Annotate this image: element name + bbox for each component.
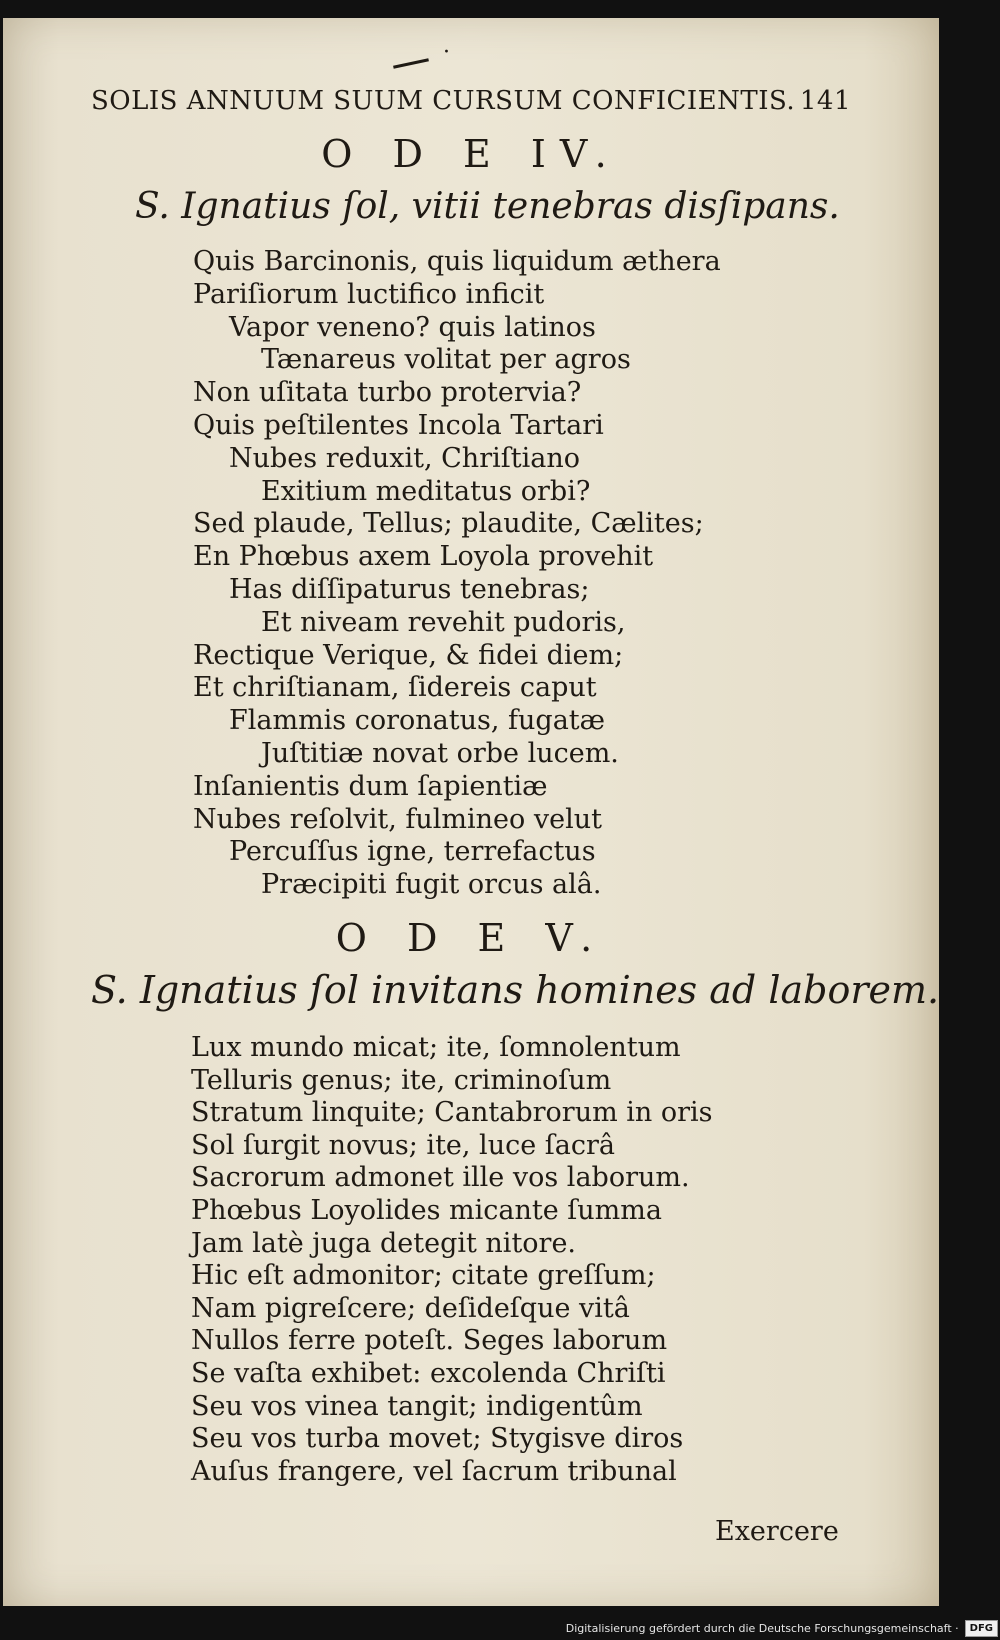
ode-v-subtitle: S. Ignatius ſol invitans homines ad laborem. — [91, 968, 940, 1012]
verse-line: Quis peſtilentes Incola Tartari — [193, 409, 604, 441]
verse-line: Nullos ferre poteſt. Seges laborum — [191, 1325, 668, 1357]
verse-line: Vapor veneno? quis latinos — [229, 311, 596, 343]
verse-line: Exitium meditatus orbi? — [261, 475, 591, 507]
verse-line: Telluris genus; ite, criminoſum — [191, 1064, 612, 1096]
verse-line: Se vaſta exhibet: excolenda Chriſti — [191, 1357, 666, 1389]
verse-line: Tænareus volitat per agros — [261, 344, 631, 376]
ode-iv-heading: O D E IV. — [321, 132, 621, 176]
ode-v-heading: O D E V. — [335, 916, 607, 960]
ode-v-verse — [191, 1032, 713, 1488]
handwritten-dash — [393, 58, 429, 68]
footer-text: Digitalisierung gefördert durch die Deutsche Forschungsgemeinschaft · — [565, 1621, 959, 1635]
ode-iv-subtitle: S. Ignatius ſol, vitii tenebras disſipans. — [135, 186, 840, 227]
page-number: 141 — [799, 86, 851, 116]
verse-line: En Phœbus axem Loyola provehit — [193, 541, 654, 573]
verse-line: Percuſſus igne, terrefactus — [229, 836, 596, 868]
verse-line: Seu vos turba movet; Stygisve diros — [191, 1423, 684, 1455]
verse-line: Nubes reduxit, Chriſtiano — [229, 442, 580, 474]
verse-line: Juſtitiæ novat orbe lucem. — [261, 737, 619, 769]
verse-line: Auſus frangere, vel ſacrum tribunal — [191, 1455, 677, 1487]
ode-iv-verse — [193, 246, 721, 902]
verse-line: Sol ſurgit novus; ite, luce ſacrâ — [191, 1129, 615, 1161]
verse-line: Hic eſt admonitor; citate greſſum; — [191, 1260, 656, 1292]
verse-line: Seu vos vinea tangit; indigentûm — [191, 1390, 643, 1422]
verse-line: Has diſſipaturus tenebras; — [229, 573, 590, 605]
verse-line: Et niveam revehit pudoris, — [261, 606, 626, 638]
handwritten-mark: · — [443, 40, 450, 65]
catchword: Exercere — [715, 1516, 839, 1547]
verse-line: Stratum linquite; Cantabrorum in oris — [191, 1097, 713, 1129]
verse-line: Et chriſtianam, ſidereis caput — [193, 672, 597, 704]
verse-line: Non uſitata turbo protervia? — [193, 377, 582, 409]
running-head-title: SOLIS ANNUUM SUUM CURSUM CONFICIENTIS. — [91, 86, 796, 116]
verse-line: Jam latè juga detegit nitore. — [191, 1227, 577, 1259]
verse-line: Nubes reſolvit, fulmineo velut — [193, 803, 602, 835]
verse-line: Flammis coronatus, fugatæ — [229, 705, 606, 737]
running-head — [91, 86, 851, 116]
verse-line: Sacrorum admonet ille vos laborum. — [191, 1162, 690, 1194]
verse-line: Lux mundo micat; ite, ſomnolentum — [191, 1032, 681, 1063]
verse-line: Rectique Verique, & fidei diem; — [193, 639, 624, 671]
verse-line: Phœbus Loyolides micante ſumma — [191, 1194, 662, 1226]
verse-line: Quis Barcinonis, quis liquidum æthera — [193, 246, 721, 277]
digitization-footer — [566, 1616, 998, 1640]
verse-line: Nam pigreſcere; deſideſque vitâ — [191, 1292, 630, 1324]
verse-line: Pariſiorum luctifico inficit — [193, 278, 545, 310]
dfg-logo-icon: DFG — [965, 1620, 998, 1637]
book-page — [3, 18, 939, 1606]
verse-line: Sed plaude, Tellus; plaudite, Cælites; — [193, 508, 704, 540]
verse-line: Præcipiti fugit orcus alâ. — [261, 869, 602, 901]
verse-line: Inſanientis dum ſapientiæ — [193, 770, 548, 802]
